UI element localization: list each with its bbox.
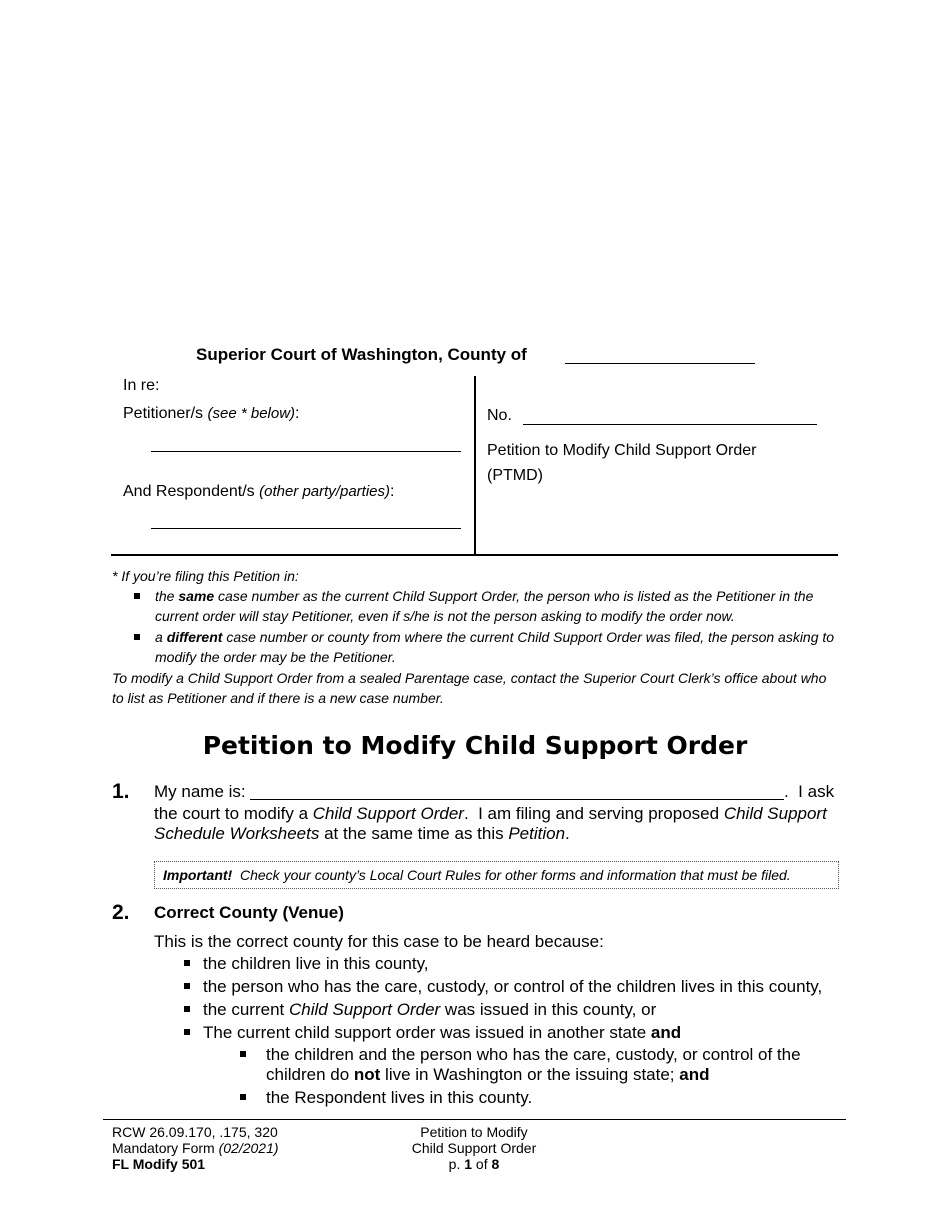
page-total: 8	[491, 1156, 500, 1172]
venue-item1: the children live in this county,	[203, 954, 429, 973]
main-title: Petition to Modify Child Support Order	[202, 731, 748, 760]
bullet1-pre: the	[155, 588, 179, 604]
petitioner-colon: :	[295, 405, 300, 422]
mandatory-b: (02/2021)	[218, 1140, 279, 1156]
bullet-square	[184, 983, 190, 989]
item4-b: and	[650, 1023, 682, 1042]
sub1-b: not	[353, 1065, 381, 1084]
section2-intro: This is the correct county for this case to be heard because:	[154, 932, 604, 951]
bullet2-pre: a	[155, 629, 167, 645]
court-heading: Superior Court of Washington, County of	[196, 345, 527, 364]
filing-note-intro: * If you’re filing this Petition in:	[112, 568, 299, 584]
footer-rcw: RCW 26.09.170, .175, 320	[112, 1124, 278, 1140]
sub1-d: and	[679, 1065, 710, 1084]
footer-form-id: FL Modify 501	[112, 1156, 206, 1172]
bullet-square	[184, 960, 190, 966]
filing-bullet1-line2: current order will stay Petitioner, even if s/he is not the person asking to modify the order now.	[155, 608, 735, 624]
respondent-text: And Respondent/s	[123, 483, 255, 500]
s1-l2-c: . I am filing and serving proposed	[463, 804, 724, 823]
filing-bullet2-line2: modify the order may be the Petitioner.	[155, 649, 396, 665]
sealed-note-line1: To modify a Child Support Order from a sealed Parentage case, contact the Superior Court Clerk’s office about who	[112, 670, 827, 686]
petitioner-note: (see * below)	[207, 405, 296, 422]
filing-bullet2-line1	[155, 629, 834, 645]
petitioner-blank-line[interactable]	[151, 451, 461, 452]
mandatory-a: Mandatory Form	[112, 1140, 219, 1156]
section1-line2	[154, 804, 827, 824]
page-num: 1	[464, 1156, 473, 1172]
important-bold: Important!	[163, 867, 233, 883]
sub1-c: live in Washington or the issuing state;	[380, 1065, 680, 1084]
footer-rule	[103, 1119, 846, 1120]
county-blank-line[interactable]	[565, 363, 755, 364]
venue-sub1-line1: the children and the person who has the care, custody, or control of the	[266, 1045, 801, 1064]
respondent-note: (other party/parties)	[259, 483, 390, 500]
respondent-blank-line[interactable]	[151, 528, 461, 529]
item4-a: The current child support order was issued in another state	[203, 1023, 651, 1042]
bullet-square	[184, 1029, 190, 1035]
footer-mandatory	[112, 1140, 279, 1156]
s1-l3-c: Petition	[508, 824, 566, 843]
bullet1-post: case number as the current Child Support Order, the person who is listed as the Petitioner in the	[214, 588, 814, 604]
sub1-a: children do	[266, 1065, 354, 1084]
bullet-square	[134, 593, 140, 599]
section2-heading: Correct County (Venue)	[154, 903, 344, 922]
respondent-colon: :	[390, 483, 395, 500]
bullet1-bold: same	[178, 588, 215, 604]
doc-title-line2: (PTMD)	[487, 467, 543, 484]
s1-l3-b: at the same time as this	[319, 824, 509, 843]
respondent-label	[123, 483, 394, 501]
footer-center1: Petition to Modify	[420, 1124, 528, 1140]
bullet-square	[134, 634, 140, 640]
bullet2-bold: different	[166, 629, 223, 645]
caption-divider	[474, 376, 476, 555]
s1-l3-d: .	[565, 824, 570, 843]
case-no-label: No.	[487, 407, 512, 424]
bullet-square	[240, 1051, 246, 1057]
important-text	[163, 867, 791, 883]
item3-c: was issued in this county, or	[440, 1000, 657, 1019]
sealed-note-line2: to list as Petitioner and if there is a new case number.	[112, 690, 444, 706]
important-body: Check your county’s Local Court Rules for other forms and information that must be filed.	[232, 867, 791, 883]
petitioner-text: Petitioner/s	[123, 405, 204, 422]
venue-sub2: the Respondent lives in this county.	[266, 1088, 533, 1107]
filing-bullet1-line1	[155, 588, 813, 604]
footer-center2: Child Support Order	[411, 1140, 537, 1156]
venue-item2: the person who has the care, custody, or control of the children lives in this county,	[203, 977, 823, 996]
section1-number: 1.	[112, 780, 130, 803]
in-re-label: In re:	[123, 377, 160, 394]
petitioner-label	[123, 405, 300, 423]
case-no-blank-line[interactable]	[523, 424, 817, 425]
item3-b: Child Support Order	[289, 1000, 441, 1019]
page-a: p.	[448, 1156, 465, 1172]
venue-sub1-line2	[266, 1065, 709, 1085]
caption-bottom-rule	[111, 554, 838, 556]
venue-item3	[203, 1000, 656, 1020]
s1-l2-a: the court to modify a	[154, 804, 313, 823]
s1-l3-a: Schedule Worksheets	[154, 824, 320, 843]
bullet-square	[240, 1094, 246, 1100]
name-blank-line[interactable]	[250, 799, 784, 800]
doc-title-line1: Petition to Modify Child Support Order	[487, 442, 757, 459]
bullet-square	[184, 1006, 190, 1012]
section2-number: 2.	[112, 901, 130, 924]
page-b: of	[472, 1156, 492, 1172]
bullet2-post: case number or county from where the current Child Support Order was filed, the person asking to	[222, 629, 835, 645]
item3-a: the current	[203, 1000, 289, 1019]
name-label: My name is:	[154, 782, 246, 801]
venue-item4	[203, 1023, 681, 1043]
ask-text: . I ask	[784, 782, 835, 801]
important-box	[154, 861, 839, 889]
s1-l2-d: Child Support	[723, 804, 827, 823]
s1-l2-b: Child Support Order	[312, 804, 464, 823]
footer-page	[374, 1156, 574, 1172]
section1-line3	[154, 824, 570, 844]
